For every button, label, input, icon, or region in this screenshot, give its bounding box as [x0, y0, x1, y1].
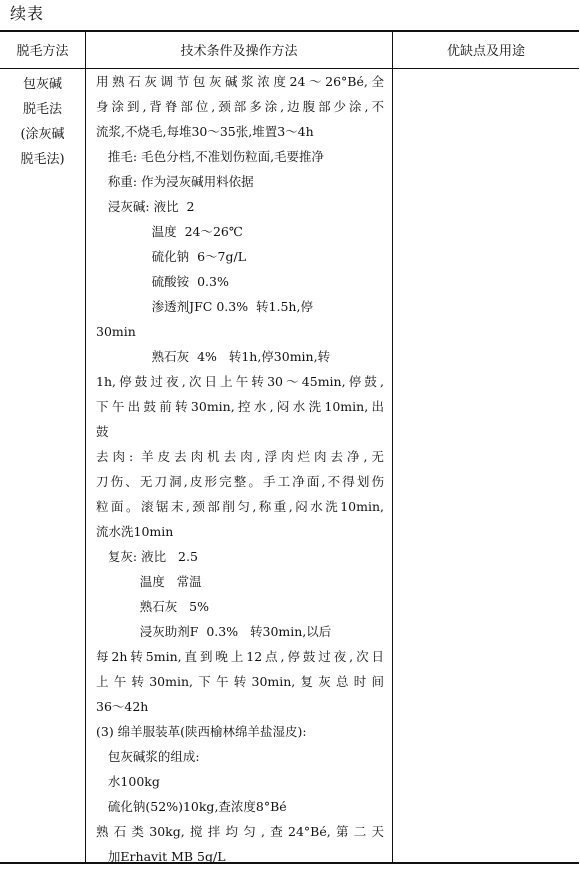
- text-line: 熟石灰 5%: [96, 599, 209, 614]
- column-divider: [85, 32, 86, 862]
- method-name: [0, 72, 85, 172]
- text-line: 熟石类30kg,搅拌均匀,查24°Bé,第二天: [96, 824, 384, 839]
- text-line: 每2h转5min,直到晚上12点,停鼓过夜,次日: [96, 649, 384, 664]
- text-line: 刀伤、无刀洞,皮形完整。手工净面,不得划伤: [96, 474, 384, 489]
- text-line: 硫化钠(52%)10kg,查浓度8°Bé: [96, 799, 287, 814]
- text-line: 30min: [96, 324, 136, 339]
- text-line: 水100kg: [96, 774, 160, 789]
- text-line: 上午转30min,下午转30min,复灰总时间: [96, 674, 384, 689]
- text-line: 复灰: 液比 2.5: [96, 549, 198, 564]
- text-line: 温度 24～26℃: [96, 224, 243, 239]
- data-table: [0, 30, 579, 864]
- header-pros-cons: 优缺点及用途: [446, 44, 525, 59]
- text-line: 去肉: 羊皮去肉机去肉,浮肉烂肉去净,无: [96, 449, 384, 464]
- method-line: 包灰碱: [22, 77, 62, 92]
- text-line: 流浆,不烧毛,每堆30～35张,堆置3～4h: [96, 124, 314, 139]
- text-line: 身涂到,背脊部位,颈部多涂,边腹部少涂,不: [96, 99, 384, 114]
- text-line: 浸灰碱: 液比 2: [96, 199, 195, 214]
- text-line: 加Erhavit MB 5g/L: [96, 849, 226, 864]
- text-line: 流水洗10min: [96, 524, 174, 539]
- text-line: 硫酸铵 0.3%: [96, 274, 229, 289]
- text-line: 熟石灰 4% 转1h,停30min,转: [96, 349, 331, 364]
- text-line: 粒面。滚锯末,颈部削匀,称重,闷水洗10min,: [96, 499, 384, 514]
- text-line: 硫化钠 6～7g/L: [96, 249, 246, 264]
- text-line: 下午出鼓前转30min,控水,闷水洗10min,出: [96, 399, 384, 414]
- text-line: 鼓: [96, 424, 109, 439]
- table-caption: 续表: [10, 4, 45, 23]
- text-line: 用熟石灰调节包灰碱浆浓度24～26°Bé,全: [96, 74, 384, 89]
- text-line: 渗透剂JFC 0.3% 转1.5h,停: [96, 299, 313, 314]
- method-line: 脱毛法: [22, 102, 62, 117]
- text-line: (3) 绵羊服装革(陕西榆林绵羊盐湿皮):: [96, 724, 307, 739]
- text-line: 36～42h: [96, 699, 149, 714]
- text-line: 浸灰助剂F 0.3% 转30min,以后: [96, 624, 332, 639]
- text-line: 称重: 作为浸灰碱用料依据: [96, 174, 254, 189]
- method-line: (涂灰碱: [20, 127, 65, 142]
- method-line: 脱毛法): [20, 152, 65, 167]
- text-line: 包灰碱浆的组成:: [96, 749, 200, 764]
- conditions-text: [96, 69, 384, 869]
- header-method: 脱毛方法: [16, 44, 69, 59]
- column-divider: [392, 32, 393, 862]
- header-conditions: 技术条件及操作方法: [180, 44, 298, 59]
- text-line: 1h,停鼓过夜,次日上午转30～45min,停鼓,: [96, 374, 384, 389]
- text-line: 温度 常温: [96, 574, 202, 589]
- text-line: 推毛: 毛色分档,不准划伤粒面,毛要推净: [96, 149, 325, 164]
